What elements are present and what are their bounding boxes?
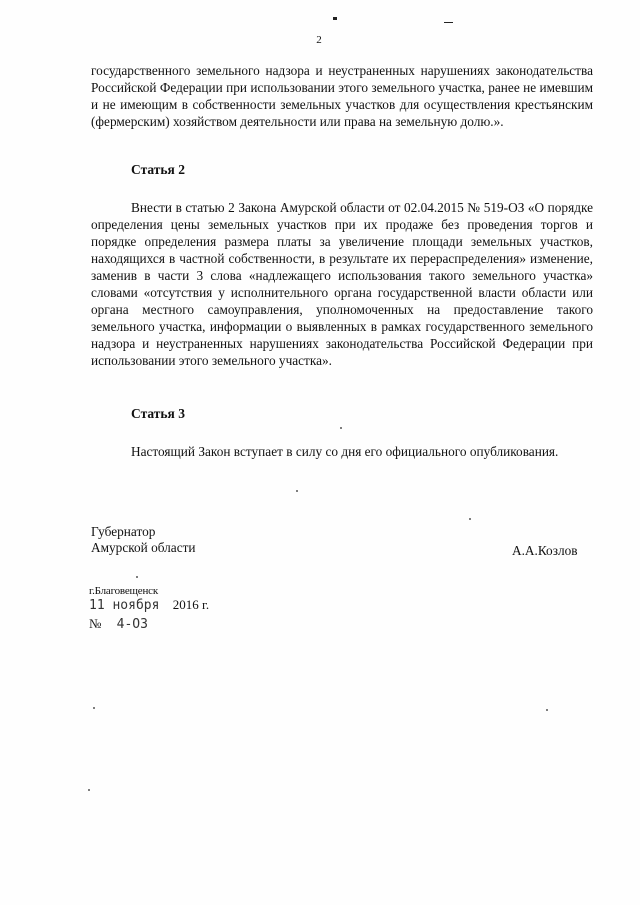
law-number [89,616,148,632]
article-3-heading: Статья 3 [131,406,185,421]
scan-speck [93,707,95,709]
signatory-title [91,524,196,556]
article-3-paragraph [91,443,593,460]
scan-speck [136,576,138,578]
scan-mark-top-right [444,22,453,23]
signatory-title-line1: Губернатор [91,524,156,539]
scan-mark-top-center [333,17,337,20]
law-number-value: 4-ОЗ [116,617,148,632]
date-day-month: 11 ноября [89,598,160,613]
scan-speck [546,709,548,711]
article-2-heading: Статья 2 [131,162,185,177]
article-2-paragraph [91,199,593,369]
article-2-text: Внести в статью 2 Закона Амурской области от 02.04.2015 № 519-ОЗ «О порядке определения цены земельных участков при их продаже без проведения торгов и порядке определения размера платы за увеличение площади земельных участков, находящихся в частной собственности, в результате их перераспределения» изменение, заменив в части 3 слова «надлежащего использования такого земельного участка» словами «отсутствия у исполнительного органа государственной власти области или органа местного самоуправления, уполномоченных на предоставление такого земельного участка, информации о выявленных в рамках государственного земельного надзора и неустраненных нарушениях законодательства Российской Федерации при использовании этого земельного участка». [91,200,593,368]
signing-date [89,597,209,613]
place-of-signing: г.Благовещенск [89,585,158,597]
continuation-text: государственного земельного надзора и неустраненных нарушениях законодательства Российской Федерации при использовании этого земельного участка, ранее не имевшим и не имеющим в собственности земельных участков для осуществления крестьянским (фермерским) хозяйством деятельности или права на земельную долю.». [91,63,593,129]
article-3-text: Настоящий Закон вступает в силу со дня его официального опубликования. [131,444,559,459]
signatory-title-line2: Амурской области [91,540,196,555]
page-number: 2 [316,34,322,46]
signatory-name: А.А.Козлов [512,543,578,558]
scan-speck [88,789,90,791]
scan-speck [296,490,298,492]
scan-speck [340,427,342,429]
scan-speck [469,518,471,520]
law-number-prefix: № [89,616,102,631]
continuation-paragraph [91,62,593,130]
date-year: 2016 г. [172,597,210,612]
